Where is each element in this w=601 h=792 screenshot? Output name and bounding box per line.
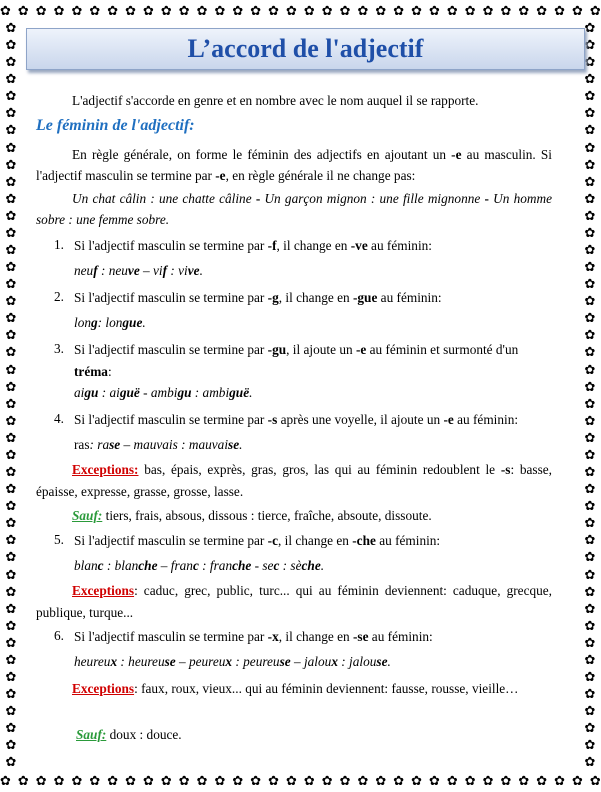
ornament-flower-icon: ✿ [5, 755, 17, 770]
ornament-flower-icon: ✿ [5, 721, 17, 737]
ornament-flower-icon: ✿ [584, 635, 596, 651]
rule-ending: -ve [350, 238, 368, 253]
rule-1-example: neuf : neuve – vif : vive. [74, 263, 203, 278]
ornament-flower-icon: ✿ [5, 413, 17, 429]
ornament-flower-icon: ✿ [5, 345, 17, 361]
separator-dash: - [255, 191, 261, 206]
general-rule-paragraph [36, 144, 552, 186]
ornament-flower-icon: ✿ [5, 704, 17, 720]
ornament-flower-icon: ✿ [53, 773, 65, 789]
ornament-flower-icon: ✿ [5, 311, 17, 327]
ornament-flower-icon: ✿ [584, 499, 596, 515]
ornament-flower-icon: ✿ [584, 208, 596, 224]
ornament-flower-icon: ✿ [5, 652, 17, 668]
ornament-flower-icon: ✿ [321, 3, 333, 19]
ornament-flower-icon: ✿ [5, 516, 17, 532]
ornament-flower-icon: ✿ [5, 174, 17, 190]
ornament-flower-icon: ✿ [5, 208, 17, 224]
general-rule-text-e: , en règle générale il ne change pas: [225, 168, 416, 183]
ornament-flower-icon: ✿ [5, 38, 17, 54]
ornament-flower-icon: ✿ [584, 38, 596, 54]
ornament-flower-icon: ✿ [5, 669, 17, 685]
general-rule-ending-e: -e [451, 147, 462, 162]
ornament-flower-icon: ✿ [107, 3, 119, 19]
ornament-flower-icon: ✿ [178, 773, 190, 789]
ornament-flower-icon: ✿ [89, 3, 101, 19]
ornament-flower-icon: ✿ [71, 3, 83, 19]
ornament-flower-icon: ✿ [5, 22, 17, 36]
ornament-flower-icon: ✿ [125, 3, 137, 19]
general-example-3: Un homme sobre : une femme sobre. [36, 191, 552, 227]
ornament-flower-icon: ✿ [393, 3, 405, 19]
ornament-flower-icon: ✿ [393, 773, 405, 789]
separator-dash: - [484, 191, 489, 206]
ornament-flower-icon: ✿ [584, 465, 596, 481]
ornament-flower-icon: ✿ [232, 3, 244, 19]
ornament-flower-icon: ✿ [446, 773, 458, 789]
ornament-flower-icon: ✿ [5, 601, 17, 617]
exceptions-label: Exceptions [72, 583, 135, 598]
exceptions-label: Exceptions [72, 681, 135, 696]
ornament-flower-icon: ✿ [482, 773, 494, 789]
ornament-flower-icon: ✿ [5, 618, 17, 634]
ornament-flower-icon: ✿ [268, 773, 280, 789]
ornament-flower-icon: ✿ [357, 773, 369, 789]
ornament-flower-icon: ✿ [196, 773, 208, 789]
ornament-flower-icon: ✿ [286, 773, 297, 789]
ornamental-border-right [579, 22, 601, 770]
ornament-flower-icon: ✿ [584, 447, 596, 463]
general-rule-ending-e2: -e [215, 168, 226, 183]
ornament-flower-icon: ✿ [339, 3, 351, 19]
ornament-flower-icon: ✿ [375, 773, 387, 789]
ornament-flower-icon: ✿ [584, 140, 596, 156]
rule-3-text: Si l'adjectif masculin se termine par -gu, il ajoute un -e au féminin et surmonté d'un tréma: [74, 342, 519, 379]
ornament-flower-icon: ✿ [584, 106, 596, 122]
exceptions-4: Exceptions: bas, épais, exprès, gras, gros, las qui au féminin redoublent le -s: basse, épaisse, expresse, grasse, grosse, lasse. [36, 462, 552, 499]
ornament-flower-icon: ✿ [5, 157, 17, 173]
ornament-flower-icon: ✿ [17, 773, 29, 789]
ornament-flower-icon: ✿ [5, 567, 17, 583]
ornament-flower-icon: ✿ [584, 618, 596, 634]
intro-text: L'adjectif s'accorde en genre et en nombre avec le nom auquel il se rapporte. [72, 93, 479, 108]
ornament-flower-icon: ✿ [584, 601, 596, 617]
exceptions-6: Exceptions: faux, roux, vieux... qui au féminin deviennent: fausse, rousse, vieille… [72, 681, 519, 696]
ornament-flower-icon: ✿ [5, 379, 17, 395]
ornament-flower-icon: ✿ [584, 516, 596, 532]
ornament-flower-icon: ✿ [17, 3, 29, 19]
ornament-flower-icon: ✿ [464, 3, 476, 19]
ornament-flower-icon: ✿ [500, 773, 512, 789]
ornament-flower-icon: ✿ [0, 3, 11, 19]
ornament-flower-icon: ✿ [5, 738, 17, 754]
rule-number: 3. [54, 341, 64, 356]
general-example-2: Un garçon mignon : une fille mignonne [260, 191, 485, 206]
rule-text: au féminin: [367, 238, 432, 253]
ornament-flower-icon: ✿ [584, 277, 596, 293]
ornament-flower-icon: ✿ [357, 3, 369, 19]
ornament-flower-icon: ✿ [584, 704, 596, 720]
rule-2-text: Si l'adjectif masculin se termine par -g, il change en -gue au féminin: [74, 290, 442, 305]
rule-5-text: Si l'adjectif masculin se termine par -c, il change en -che au féminin: [74, 533, 441, 548]
ornament-flower-icon: ✿ [584, 55, 596, 71]
ornament-flower-icon: ✿ [5, 362, 17, 378]
ornament-flower-icon: ✿ [5, 72, 17, 88]
ornament-flower-icon: ✿ [500, 3, 512, 19]
ornament-flower-icon: ✿ [584, 362, 596, 378]
ornament-flower-icon: ✿ [584, 379, 596, 395]
ornament-flower-icon: ✿ [232, 773, 244, 789]
general-rule-text-a: En règle générale, on forme le féminin des adjectifs en ajoutant un [72, 147, 452, 162]
ornament-flower-icon: ✿ [584, 260, 596, 276]
ornament-flower-icon: ✿ [5, 89, 17, 105]
ornament-flower-icon: ✿ [5, 430, 17, 446]
ornament-flower-icon: ✿ [339, 773, 351, 789]
ornament-flower-icon: ✿ [411, 773, 423, 789]
ornament-flower-icon: ✿ [584, 174, 596, 190]
ornament-flower-icon: ✿ [107, 773, 119, 789]
rule-3-example: aigu : aiguë - ambigu : ambiguë. [74, 385, 253, 400]
ornament-flower-icon: ✿ [5, 191, 17, 207]
ornament-flower-icon: ✿ [5, 584, 17, 600]
ornament-flower-icon: ✿ [214, 3, 226, 19]
sauf-label: Sauf: [76, 727, 107, 742]
rule-text: Si l'adjectif masculin se termine par [74, 238, 268, 253]
ornament-flower-icon: ✿ [196, 3, 208, 19]
ornament-flower-icon: ✿ [584, 533, 596, 549]
ornamental-border-top [0, 0, 601, 22]
ornament-flower-icon: ✿ [518, 3, 530, 19]
ornament-flower-icon: ✿ [5, 106, 17, 122]
rule-6-example: heureux : heureuse – peureux : peureuse – jaloux : jalouse. [74, 654, 391, 669]
ornament-flower-icon: ✿ [5, 225, 17, 241]
ornament-flower-icon: ✿ [584, 345, 596, 361]
ornament-flower-icon: ✿ [303, 3, 315, 19]
ornament-flower-icon: ✿ [584, 243, 596, 259]
ornament-flower-icon: ✿ [446, 3, 458, 19]
ornament-flower-icon: ✿ [429, 3, 440, 19]
ornament-flower-icon: ✿ [5, 687, 17, 703]
rule-number: 1. [54, 237, 64, 252]
ornament-flower-icon: ✿ [375, 3, 387, 19]
ornament-flower-icon: ✿ [286, 3, 297, 19]
ornament-flower-icon: ✿ [268, 3, 280, 19]
ornament-flower-icon: ✿ [584, 311, 596, 327]
ornament-flower-icon: ✿ [5, 465, 17, 481]
rule-ending: -f [267, 238, 277, 253]
ornament-flower-icon: ✿ [250, 3, 262, 19]
ornament-flower-icon: ✿ [5, 55, 17, 71]
sauf-6: Sauf: doux : douce. [76, 727, 182, 742]
ornament-flower-icon: ✿ [160, 3, 172, 19]
rule-4-example: ras: rase – mauvais : mauvaise. [74, 437, 243, 452]
ornament-flower-icon: ✿ [5, 447, 17, 463]
ornament-flower-icon: ✿ [584, 669, 596, 685]
ornament-flower-icon: ✿ [584, 482, 596, 498]
ornamental-border-left [0, 22, 22, 770]
ornament-flower-icon: ✿ [5, 328, 17, 344]
ornament-flower-icon: ✿ [584, 738, 596, 754]
ornament-flower-icon: ✿ [125, 773, 137, 789]
ornament-flower-icon: ✿ [143, 3, 154, 19]
ornament-flower-icon: ✿ [5, 635, 17, 651]
ornament-flower-icon: ✿ [584, 550, 596, 566]
ornament-flower-icon: ✿ [482, 3, 494, 19]
ornament-flower-icon: ✿ [584, 72, 596, 88]
general-examples [36, 188, 552, 230]
ornament-flower-icon: ✿ [584, 584, 596, 600]
ornament-flower-icon: ✿ [5, 396, 17, 412]
ornament-flower-icon: ✿ [0, 773, 11, 789]
ornamental-border-bottom [0, 770, 601, 792]
ornament-flower-icon: ✿ [53, 3, 65, 19]
ornament-flower-icon: ✿ [5, 482, 17, 498]
ornament-flower-icon: ✿ [584, 328, 596, 344]
ornament-flower-icon: ✿ [5, 277, 17, 293]
page-title: L’accord de l'adjectif [187, 34, 424, 63]
ornament-flower-icon: ✿ [464, 773, 476, 789]
ornament-flower-icon: ✿ [584, 225, 596, 241]
ornament-flower-icon: ✿ [584, 89, 596, 105]
rule-text: , il change en [276, 238, 351, 253]
ornament-flower-icon: ✿ [589, 3, 601, 19]
ornament-flower-icon: ✿ [5, 499, 17, 515]
sauf-label: Sauf: [72, 508, 103, 523]
ornament-flower-icon: ✿ [5, 123, 17, 139]
ornament-flower-icon: ✿ [584, 567, 596, 583]
ornament-flower-icon: ✿ [35, 773, 47, 789]
sauf-4: Sauf: tiers, frais, absous, dissous : tierce, fraîche, absoute, dissoute. [72, 508, 432, 523]
ornament-flower-icon: ✿ [250, 773, 262, 789]
ornament-flower-icon: ✿ [584, 413, 596, 429]
ornament-flower-icon: ✿ [554, 773, 566, 789]
ornament-flower-icon: ✿ [584, 191, 596, 207]
general-example-1: Un chat câlin : une chatte câline [72, 191, 256, 206]
ornament-flower-icon: ✿ [429, 773, 440, 789]
rule-4-text: Si l'adjectif masculin se termine par -s après une voyelle, il ajoute un -e au féminin: [74, 412, 519, 427]
ornament-flower-icon: ✿ [589, 773, 601, 789]
ornament-flower-icon: ✿ [5, 260, 17, 276]
ornament-flower-icon: ✿ [584, 123, 596, 139]
ornament-flower-icon: ✿ [584, 294, 596, 310]
ornament-flower-icon: ✿ [584, 22, 596, 36]
section-title: Le féminin de l'adjectif: [36, 117, 195, 134]
ornament-flower-icon: ✿ [554, 3, 566, 19]
ornament-flower-icon: ✿ [584, 396, 596, 412]
ornament-flower-icon: ✿ [178, 3, 190, 19]
rule-6-text: Si l'adjectif masculin se termine par -x, il change en -se au féminin: [74, 629, 433, 644]
ornament-flower-icon: ✿ [572, 773, 583, 789]
exceptions-5: Exceptions: caduc, grec, public, turc... qui au féminin deviennent: caduque, grecque, publique, turque... [36, 583, 552, 620]
ornament-flower-icon: ✿ [584, 755, 596, 770]
rule-1-text [74, 235, 552, 257]
ornament-flower-icon: ✿ [71, 773, 83, 789]
general-rule-text-c: au masculin. Si l'adjectif masculin se termine par [36, 147, 552, 183]
ornament-flower-icon: ✿ [160, 773, 172, 789]
intro-paragraph [36, 90, 552, 112]
ornament-flower-icon: ✿ [35, 3, 47, 19]
ornament-flower-icon: ✿ [303, 773, 315, 789]
ornament-flower-icon: ✿ [518, 773, 530, 789]
ornament-flower-icon: ✿ [584, 652, 596, 668]
ornament-flower-icon: ✿ [214, 773, 226, 789]
rule-5-example: blanc : blanche – franc : franche - sec : sèche. [74, 558, 325, 573]
ornament-flower-icon: ✿ [584, 430, 596, 446]
ornament-flower-icon: ✿ [584, 157, 596, 173]
ornament-flower-icon: ✿ [572, 3, 583, 19]
rule-number: 4. [54, 411, 64, 426]
ornament-flower-icon: ✿ [321, 773, 333, 789]
ornament-flower-icon: ✿ [5, 294, 17, 310]
ornament-flower-icon: ✿ [584, 721, 596, 737]
ornament-flower-icon: ✿ [5, 243, 17, 259]
ornament-flower-icon: ✿ [89, 773, 101, 789]
ornament-flower-icon: ✿ [536, 3, 548, 19]
rule-2-example: long: longue. [74, 315, 146, 330]
ornament-flower-icon: ✿ [411, 3, 423, 19]
rule-number: 6. [54, 628, 64, 643]
ornament-flower-icon: ✿ [5, 550, 17, 566]
rule-number: 2. [54, 289, 64, 304]
ornament-flower-icon: ✿ [536, 773, 548, 789]
exceptions-label: Exceptions: [72, 462, 139, 477]
ornament-flower-icon: ✿ [5, 140, 17, 156]
rule-number: 5. [54, 532, 64, 547]
ornament-flower-icon: ✿ [584, 687, 596, 703]
ornament-flower-icon: ✿ [5, 533, 17, 549]
title-banner [26, 28, 585, 70]
ornament-flower-icon: ✿ [143, 773, 154, 789]
